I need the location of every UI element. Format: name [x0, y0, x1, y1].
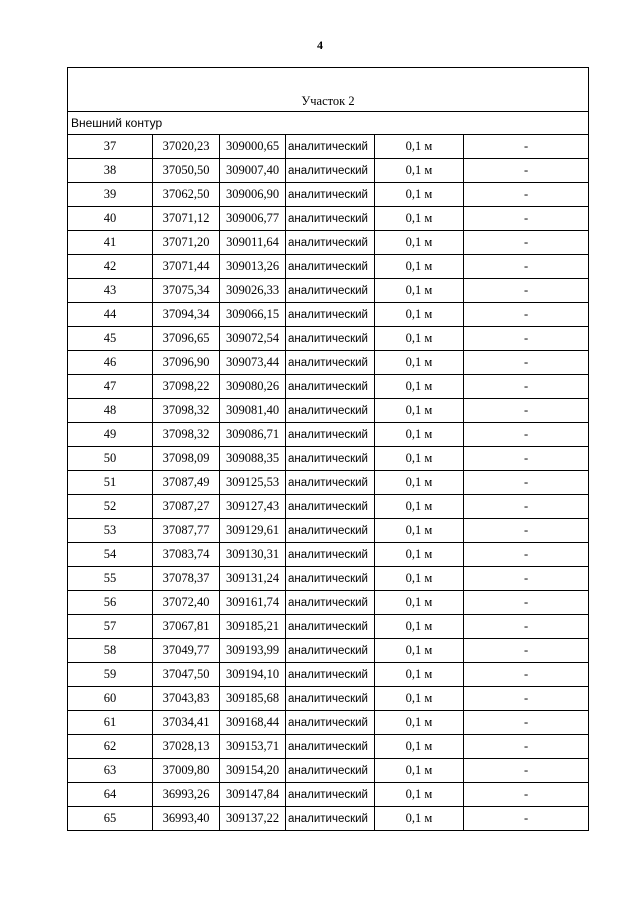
point-number-cell: 56	[68, 591, 153, 615]
point-number-cell: 53	[68, 519, 153, 543]
y-coordinate-cell: 309000,65	[220, 135, 286, 159]
table-row	[68, 183, 589, 207]
x-coordinate-cell: 37094,34	[153, 303, 220, 327]
table-row	[68, 351, 589, 375]
y-coordinate-cell: 309193,99	[220, 639, 286, 663]
accuracy-cell: 0,1 м	[375, 375, 464, 399]
accuracy-cell: 0,1 м	[375, 303, 464, 327]
note-cell: -	[464, 303, 589, 327]
point-number-cell: 39	[68, 183, 153, 207]
x-coordinate-cell: 37087,27	[153, 495, 220, 519]
point-number-cell: 62	[68, 735, 153, 759]
table-row	[68, 543, 589, 567]
y-coordinate-cell: 309130,31	[220, 543, 286, 567]
method-cell: аналитический	[286, 759, 375, 783]
note-cell: -	[464, 663, 589, 687]
method-cell: аналитический	[286, 495, 375, 519]
accuracy-cell: 0,1 м	[375, 543, 464, 567]
x-coordinate-cell: 37009,80	[153, 759, 220, 783]
accuracy-cell: 0,1 м	[375, 567, 464, 591]
point-number-cell: 54	[68, 543, 153, 567]
note-cell: -	[464, 639, 589, 663]
y-coordinate-cell: 309073,44	[220, 351, 286, 375]
method-cell: аналитический	[286, 783, 375, 807]
method-cell: аналитический	[286, 735, 375, 759]
y-coordinate-cell: 309194,10	[220, 663, 286, 687]
accuracy-cell: 0,1 м	[375, 447, 464, 471]
method-cell: аналитический	[286, 207, 375, 231]
y-coordinate-cell: 309007,40	[220, 159, 286, 183]
x-coordinate-cell: 37047,50	[153, 663, 220, 687]
point-number-cell: 46	[68, 351, 153, 375]
point-number-cell: 60	[68, 687, 153, 711]
y-coordinate-cell: 309168,44	[220, 711, 286, 735]
contour-header-row	[68, 112, 589, 135]
point-number-cell: 44	[68, 303, 153, 327]
method-cell: аналитический	[286, 135, 375, 159]
x-coordinate-cell: 37098,32	[153, 423, 220, 447]
accuracy-cell: 0,1 м	[375, 783, 464, 807]
accuracy-cell: 0,1 м	[375, 399, 464, 423]
note-cell: -	[464, 327, 589, 351]
accuracy-cell: 0,1 м	[375, 591, 464, 615]
accuracy-cell: 0,1 м	[375, 231, 464, 255]
point-number-cell: 64	[68, 783, 153, 807]
table-row	[68, 687, 589, 711]
coordinates-table	[67, 67, 589, 831]
y-coordinate-cell: 309153,71	[220, 735, 286, 759]
x-coordinate-cell: 37087,49	[153, 471, 220, 495]
method-cell: аналитический	[286, 183, 375, 207]
section-header-row	[68, 68, 589, 112]
x-coordinate-cell: 37075,34	[153, 279, 220, 303]
note-cell: -	[464, 783, 589, 807]
method-cell: аналитический	[286, 159, 375, 183]
note-cell: -	[464, 423, 589, 447]
table-row	[68, 471, 589, 495]
x-coordinate-cell: 37050,50	[153, 159, 220, 183]
accuracy-cell: 0,1 м	[375, 735, 464, 759]
note-cell: -	[464, 231, 589, 255]
method-cell: аналитический	[286, 303, 375, 327]
note-cell: -	[464, 159, 589, 183]
point-number-cell: 45	[68, 327, 153, 351]
accuracy-cell: 0,1 м	[375, 159, 464, 183]
x-coordinate-cell: 37049,77	[153, 639, 220, 663]
method-cell: аналитический	[286, 255, 375, 279]
table-row	[68, 615, 589, 639]
table-row	[68, 759, 589, 783]
note-cell: -	[464, 207, 589, 231]
note-cell: -	[464, 255, 589, 279]
x-coordinate-cell: 37098,09	[153, 447, 220, 471]
point-number-cell: 47	[68, 375, 153, 399]
method-cell: аналитический	[286, 231, 375, 255]
method-cell: аналитический	[286, 327, 375, 351]
y-coordinate-cell: 309185,21	[220, 615, 286, 639]
method-cell: аналитический	[286, 687, 375, 711]
point-number-cell: 65	[68, 807, 153, 831]
point-number-cell: 55	[68, 567, 153, 591]
note-cell: -	[464, 447, 589, 471]
y-coordinate-cell: 309006,90	[220, 183, 286, 207]
table-row	[68, 207, 589, 231]
point-number-cell: 43	[68, 279, 153, 303]
table-row	[68, 303, 589, 327]
point-number-cell: 42	[68, 255, 153, 279]
x-coordinate-cell: 37071,12	[153, 207, 220, 231]
y-coordinate-cell: 309185,68	[220, 687, 286, 711]
table-row	[68, 591, 589, 615]
method-cell: аналитический	[286, 279, 375, 303]
accuracy-cell: 0,1 м	[375, 135, 464, 159]
point-number-cell: 51	[68, 471, 153, 495]
table-row	[68, 135, 589, 159]
accuracy-cell: 0,1 м	[375, 495, 464, 519]
note-cell: -	[464, 471, 589, 495]
accuracy-cell: 0,1 м	[375, 663, 464, 687]
accuracy-cell: 0,1 м	[375, 759, 464, 783]
note-cell: -	[464, 399, 589, 423]
table-row	[68, 423, 589, 447]
accuracy-cell: 0,1 м	[375, 183, 464, 207]
method-cell: аналитический	[286, 663, 375, 687]
table-row	[68, 231, 589, 255]
method-cell: аналитический	[286, 471, 375, 495]
note-cell: -	[464, 495, 589, 519]
note-cell: -	[464, 807, 589, 831]
table-row	[68, 711, 589, 735]
point-number-cell: 58	[68, 639, 153, 663]
table-row	[68, 519, 589, 543]
y-coordinate-cell: 309072,54	[220, 327, 286, 351]
x-coordinate-cell: 37098,32	[153, 399, 220, 423]
y-coordinate-cell: 309026,33	[220, 279, 286, 303]
note-cell: -	[464, 591, 589, 615]
accuracy-cell: 0,1 м	[375, 711, 464, 735]
method-cell: аналитический	[286, 423, 375, 447]
method-cell: аналитический	[286, 567, 375, 591]
x-coordinate-cell: 37043,83	[153, 687, 220, 711]
table-row	[68, 255, 589, 279]
point-number-cell: 48	[68, 399, 153, 423]
x-coordinate-cell: 37072,40	[153, 591, 220, 615]
x-coordinate-cell: 37028,13	[153, 735, 220, 759]
x-coordinate-cell: 37078,37	[153, 567, 220, 591]
y-coordinate-cell: 309154,20	[220, 759, 286, 783]
note-cell: -	[464, 135, 589, 159]
table-row	[68, 279, 589, 303]
x-coordinate-cell: 37071,44	[153, 255, 220, 279]
y-coordinate-cell: 309006,77	[220, 207, 286, 231]
point-number-cell: 40	[68, 207, 153, 231]
x-coordinate-cell: 37034,41	[153, 711, 220, 735]
accuracy-cell: 0,1 м	[375, 807, 464, 831]
y-coordinate-cell: 309086,71	[220, 423, 286, 447]
note-cell: -	[464, 375, 589, 399]
method-cell: аналитический	[286, 711, 375, 735]
note-cell: -	[464, 543, 589, 567]
table-row	[68, 375, 589, 399]
x-coordinate-cell: 37062,50	[153, 183, 220, 207]
contour-title: Внешний контур	[68, 112, 589, 135]
method-cell: аналитический	[286, 447, 375, 471]
table-row	[68, 567, 589, 591]
y-coordinate-cell: 309013,26	[220, 255, 286, 279]
table-row	[68, 783, 589, 807]
table-row	[68, 495, 589, 519]
accuracy-cell: 0,1 м	[375, 255, 464, 279]
y-coordinate-cell: 309125,53	[220, 471, 286, 495]
page-number: 4	[317, 38, 323, 52]
y-coordinate-cell: 309081,40	[220, 399, 286, 423]
note-cell: -	[464, 351, 589, 375]
note-cell: -	[464, 567, 589, 591]
table-row	[68, 735, 589, 759]
accuracy-cell: 0,1 м	[375, 687, 464, 711]
point-number-cell: 63	[68, 759, 153, 783]
accuracy-cell: 0,1 м	[375, 519, 464, 543]
point-number-cell: 38	[68, 159, 153, 183]
x-coordinate-cell: 37098,22	[153, 375, 220, 399]
table-row	[68, 807, 589, 831]
method-cell: аналитический	[286, 591, 375, 615]
note-cell: -	[464, 711, 589, 735]
x-coordinate-cell: 37020,23	[153, 135, 220, 159]
y-coordinate-cell: 309137,22	[220, 807, 286, 831]
y-coordinate-cell: 309127,43	[220, 495, 286, 519]
y-coordinate-cell: 309011,64	[220, 231, 286, 255]
accuracy-cell: 0,1 м	[375, 351, 464, 375]
point-number-cell: 52	[68, 495, 153, 519]
table-row	[68, 663, 589, 687]
method-cell: аналитический	[286, 615, 375, 639]
section-title: Участок 2	[68, 68, 589, 112]
y-coordinate-cell: 309131,24	[220, 567, 286, 591]
y-coordinate-cell: 309080,26	[220, 375, 286, 399]
x-coordinate-cell: 37067,81	[153, 615, 220, 639]
y-coordinate-cell: 309088,35	[220, 447, 286, 471]
table-row	[68, 159, 589, 183]
y-coordinate-cell: 309066,15	[220, 303, 286, 327]
table-row	[68, 399, 589, 423]
table-row	[68, 639, 589, 663]
x-coordinate-cell: 36993,40	[153, 807, 220, 831]
point-number-cell: 37	[68, 135, 153, 159]
accuracy-cell: 0,1 м	[375, 639, 464, 663]
note-cell: -	[464, 279, 589, 303]
method-cell: аналитический	[286, 639, 375, 663]
note-cell: -	[464, 615, 589, 639]
table-row	[68, 447, 589, 471]
note-cell: -	[464, 183, 589, 207]
point-number-cell: 50	[68, 447, 153, 471]
x-coordinate-cell: 36993,26	[153, 783, 220, 807]
method-cell: аналитический	[286, 807, 375, 831]
x-coordinate-cell: 37096,90	[153, 351, 220, 375]
accuracy-cell: 0,1 м	[375, 471, 464, 495]
x-coordinate-cell: 37096,65	[153, 327, 220, 351]
accuracy-cell: 0,1 м	[375, 327, 464, 351]
point-number-cell: 41	[68, 231, 153, 255]
point-number-cell: 61	[68, 711, 153, 735]
point-number-cell: 57	[68, 615, 153, 639]
method-cell: аналитический	[286, 351, 375, 375]
table-row	[68, 327, 589, 351]
method-cell: аналитический	[286, 375, 375, 399]
note-cell: -	[464, 735, 589, 759]
note-cell: -	[464, 519, 589, 543]
accuracy-cell: 0,1 м	[375, 615, 464, 639]
y-coordinate-cell: 309161,74	[220, 591, 286, 615]
x-coordinate-cell: 37071,20	[153, 231, 220, 255]
accuracy-cell: 0,1 м	[375, 279, 464, 303]
method-cell: аналитический	[286, 519, 375, 543]
y-coordinate-cell: 309129,61	[220, 519, 286, 543]
point-number-cell: 59	[68, 663, 153, 687]
x-coordinate-cell: 37083,74	[153, 543, 220, 567]
method-cell: аналитический	[286, 543, 375, 567]
accuracy-cell: 0,1 м	[375, 423, 464, 447]
method-cell: аналитический	[286, 399, 375, 423]
point-number-cell: 49	[68, 423, 153, 447]
note-cell: -	[464, 759, 589, 783]
x-coordinate-cell: 37087,77	[153, 519, 220, 543]
y-coordinate-cell: 309147,84	[220, 783, 286, 807]
accuracy-cell: 0,1 м	[375, 207, 464, 231]
note-cell: -	[464, 687, 589, 711]
